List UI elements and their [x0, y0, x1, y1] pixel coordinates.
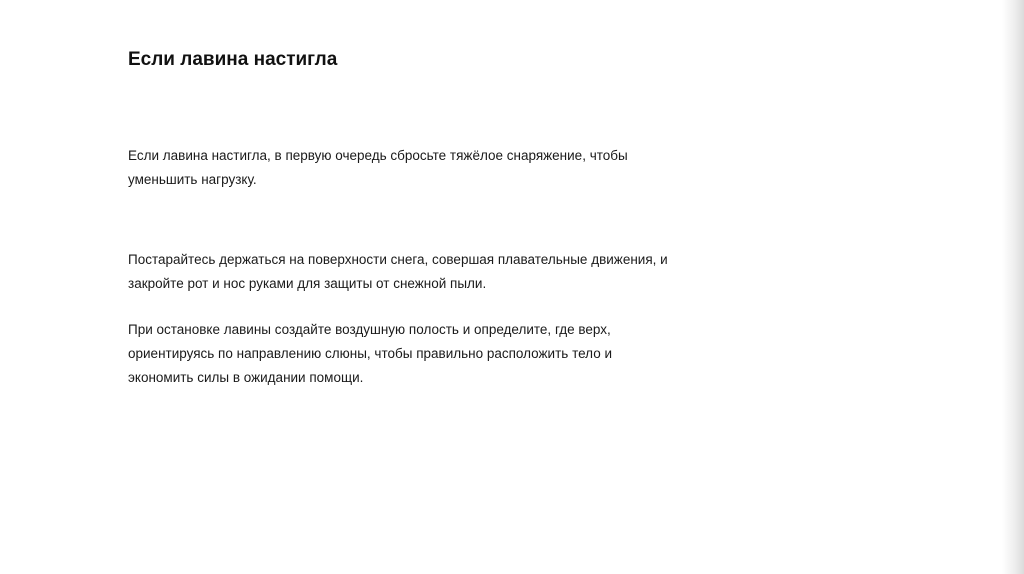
paragraph-air-pocket — [128, 318, 612, 390]
paragraph-line: закройте рот и нос руками для защиты от снежной пыли. — [128, 276, 487, 291]
paragraph-drop-gear — [128, 144, 628, 192]
paragraph-line: Постарайтесь держаться на поверхности снега, совершая плавательные движения, и — [128, 252, 668, 267]
slide-edge-shadow — [1002, 0, 1024, 574]
slide-title: Если лавина настигла — [128, 49, 338, 70]
paragraph-line: экономить силы в ожидании помощи. — [128, 370, 364, 385]
paragraph-line: уменьшить нагрузку. — [128, 172, 257, 187]
paragraph-line: При остановке лавины создайте воздушную полость и определите, где верх, — [128, 322, 611, 337]
paragraph-line: ориентируясь по направлению слюны, чтобы правильно расположить тело и — [128, 346, 612, 361]
paragraph-line: Если лавина настигла, в первую очередь сбросьте тяжёлое снаряжение, чтобы — [128, 148, 628, 163]
paragraph-stay-on-surface — [128, 248, 668, 296]
